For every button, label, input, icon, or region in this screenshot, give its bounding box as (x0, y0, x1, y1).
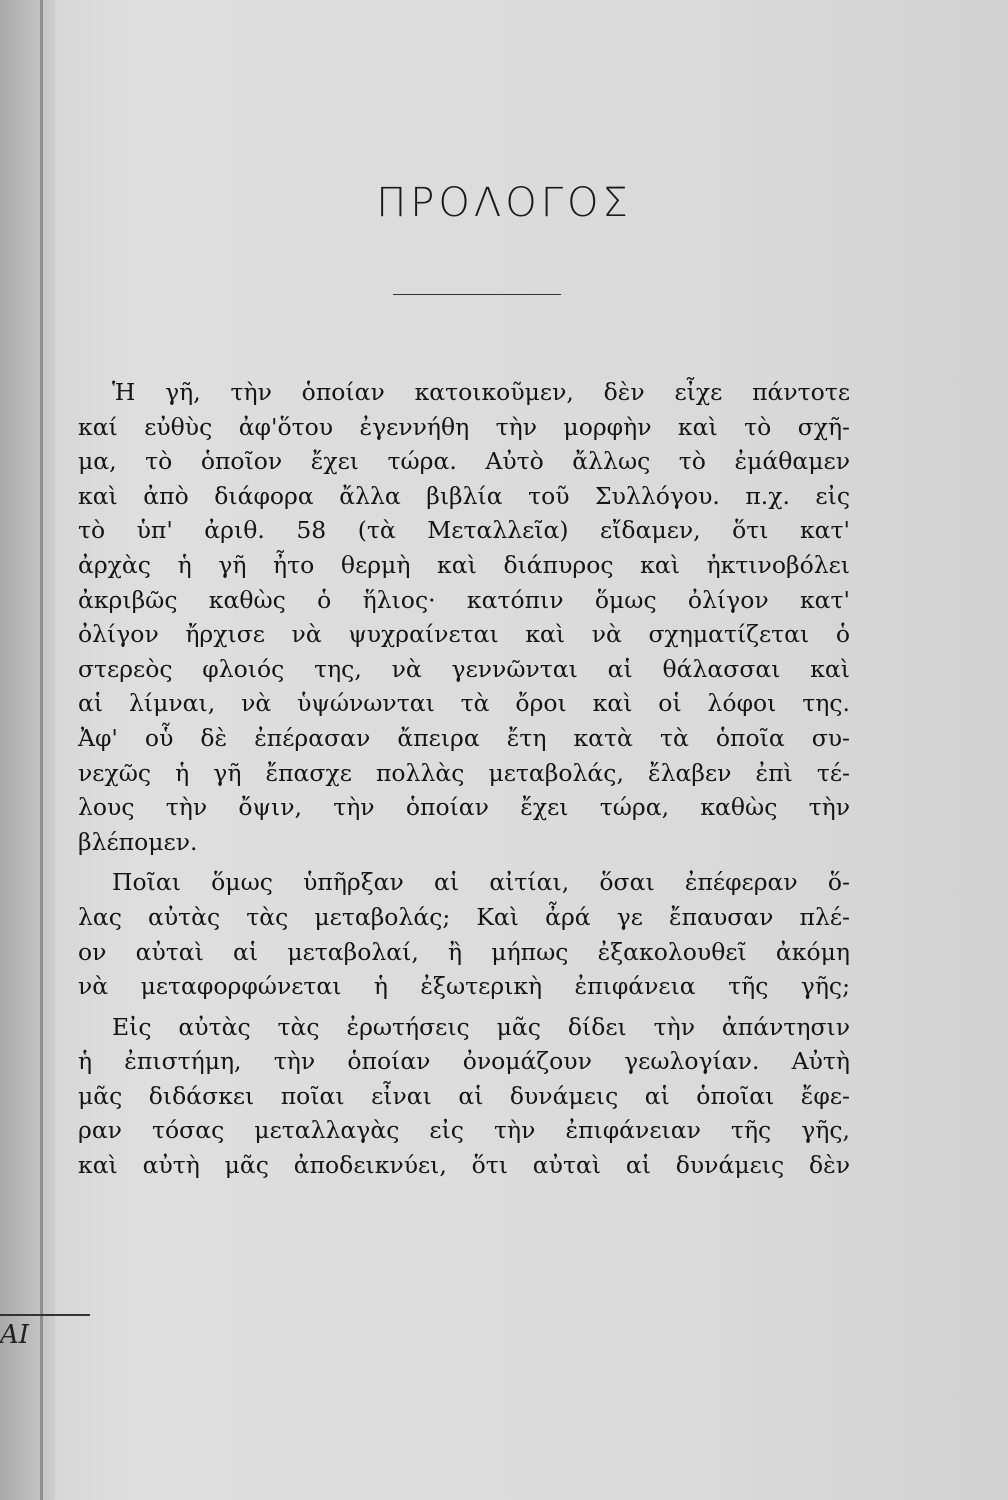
text-line: Ἡ γῆ, τὴν ὁποίαν κατοικοῦμεν, δὲν εἶχε πάντοτε (112, 378, 850, 406)
text-line: καὶ αὐτὴ μᾶς ἀποδεικνύει, ὅτι αὐταὶ αἱ δυνάμεις δὲν (78, 1151, 850, 1180)
text-line: καὶ ἀπὸ διάφορα ἄλλα βιβλία τοῦ Συλλόγου. π.χ. εἰς (78, 481, 850, 510)
text-line: στερεὸς φλοιός της, νὰ γεννῶνται αἱ θάλασσαι καὶ (78, 654, 850, 683)
paragraph-3 (78, 1010, 850, 1183)
text-line: λους τὴν ὄψιν, τὴν ὁποίαν ἔχει τώρα, καθὼς τὴν (78, 793, 850, 822)
text-line: βλέπομεν. (78, 827, 198, 856)
text-line: Εἰς αὐτὰς τὰς ἐρωτήσεις μᾶς δίδει τὴν ἀπάντησιν (112, 1012, 850, 1041)
text-line: Ἀφ' οὗ δὲ ἐπέρασαν ἄπειρα ἔτη κατὰ τὰ ὁποῖα συ- (78, 723, 850, 752)
text-line: τὸ ὑπ' ἀριθ. 58 (τὰ Μεταλλεῖα) εἴδαμεν, ὅτι κατ' (78, 516, 850, 545)
page-title: ΠΡΟΛΟΓΟΣ (376, 180, 632, 226)
text-line: Ποῖαι ὅμως ὑπῆρξαν αἱ αἰτίαι, ὅσαι ἐπέφεραν ὅ- (112, 868, 850, 897)
text-line: ὀλίγον ἤρχισε νὰ ψυχραίνεται καὶ νὰ σχηματίζεται ὁ (78, 620, 850, 649)
text-line: νὰ μεταφορφώνεται ἡ ἐξωτερικὴ ἐπιφάνεια τῆς γῆς; (78, 972, 850, 1001)
text-line: καί εὐθὺς ἀφ'ὅτου ἐγεννήθη τὴν μορφὴν καὶ τὸ σχῆ- (78, 412, 850, 441)
paragraph-2 (78, 865, 850, 1003)
text-line: ἀρχὰς ἡ γῆ ἦτο θερμὴ καὶ διάπυρος καὶ ἠκτινοβόλει (78, 550, 850, 579)
text-line: λας αὐτὰς τὰς μεταβολάς; Καὶ ἆρά γε ἔπαυσαν πλέ- (78, 902, 850, 931)
previous-page-rule (0, 1314, 90, 1316)
text-line: ἀκριβῶς καθὼς ὁ ἥλιος· κατόπιν ὅμως ὀλίγον κατ' (78, 585, 850, 614)
text-line: ἡ ἐπιστήμη, τὴν ὁποίαν ὀνομάζουν γεωλογίαν. Αὐτὴ (78, 1047, 850, 1076)
previous-page-fragment: AI (0, 1320, 30, 1350)
text-line: νεχῶς ἡ γῆ ἔπασχε πολλὰς μεταβολάς, ἔλαβεν ἐπὶ τέ- (78, 758, 850, 787)
text-line: μᾶς διδάσκει ποῖαι εἶναι αἱ δυνάμεις αἱ ὁποῖαι ἔφε- (78, 1081, 850, 1110)
text-line: μα, τὸ ὁποῖον ἔχει τώρα. Αὐτὸ ἄλλως τὸ ἐμάθαμεν (78, 447, 850, 476)
body-text (78, 375, 850, 1183)
title-divider (393, 294, 561, 295)
text-line: ραν τόσας μεταλλαγὰς εἰς τὴν ἐπιφάνειαν τῆς γῆς, (78, 1116, 850, 1145)
text-line: αἱ λίμναι, νὰ ὑψώνωνται τὰ ὄροι καὶ οἱ λόφοι της. (78, 689, 850, 718)
text-line: ον αὐταὶ αἱ μεταβολαί, ἢ μήπως ἐξακολουθεῖ ἀκόμη (78, 937, 850, 966)
paragraph-1 (78, 375, 850, 859)
